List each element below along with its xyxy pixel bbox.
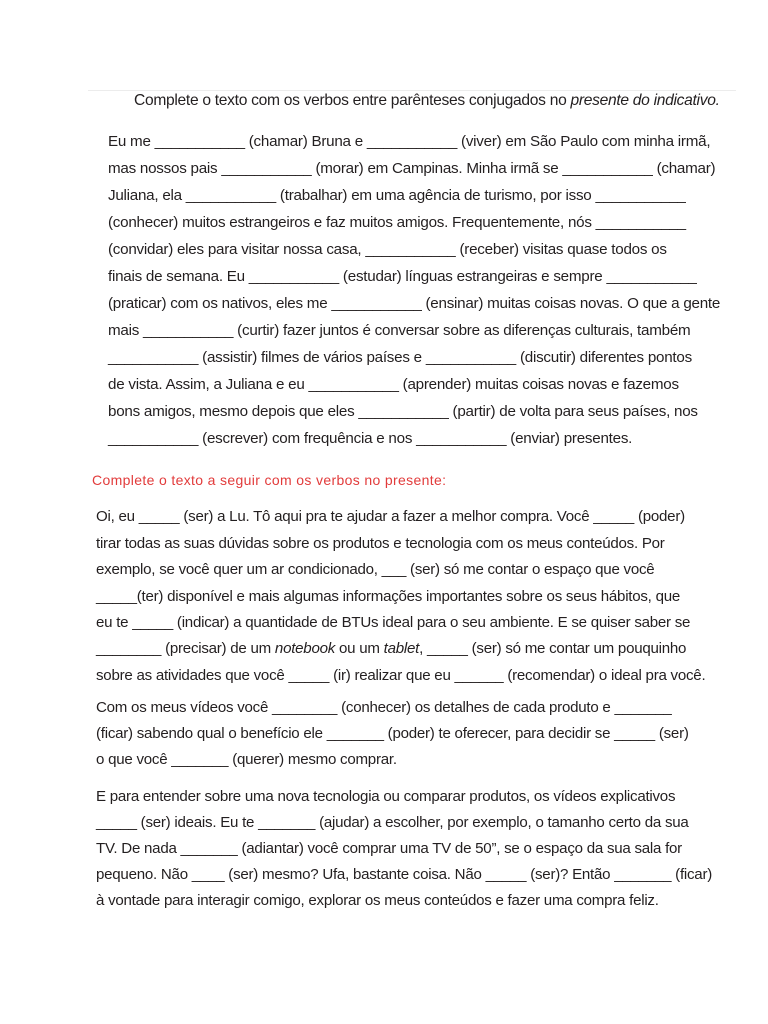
text-line: E para entender sobre uma nova tecnologia ou comparar produtos, os vídeos explicativos xyxy=(96,788,676,805)
exercise-1-instruction xyxy=(134,92,720,110)
text-line: Com os meus vídeos você ________ (conhecer) os detalhes de cada produto e _______ xyxy=(96,699,672,716)
text-line: TV. De nada _______ (adiantar) você comprar uma TV de 50”, se o espaço da sua sala for xyxy=(96,840,682,857)
text-line: eu te _____ (indicar) a quantidade de BTUs ideal para o seu ambiente. E se quiser saber se xyxy=(96,614,691,631)
text-line: o que você _______ (querer) mesmo comprar. xyxy=(96,751,397,768)
text-line: mais ___________ (curtir) fazer juntos é conversar sobre as diferenças culturais, também xyxy=(108,322,691,339)
exercise-2-instruction: Complete o texto a seguir com os verbos no presente: xyxy=(92,472,447,488)
text-line: mas nossos pais ___________ (morar) em Campinas. Minha irmã se ___________ (chamar) xyxy=(108,160,716,177)
text-span: ________ (precisar) de um xyxy=(96,640,275,657)
text-span: , _____ (ser) só me contar um pouquinho xyxy=(419,640,687,657)
text-line: _____ (ser) ideais. Eu te _______ (ajudar) a escolher, por exemplo, o tamanho certo da sua xyxy=(96,814,689,831)
instruction-plain: Complete o texto com os verbos entre parênteses conjugados no xyxy=(134,92,571,109)
instruction-italic: presente do indicativo. xyxy=(570,92,720,109)
text-line: ___________ (escrever) com frequência e nos ___________ (enviar) presentes. xyxy=(108,430,633,447)
italic-word: notebook xyxy=(274,640,336,657)
text-line: (conhecer) muitos estrangeiros e faz muitos amigos. Frequentemente, nós ___________ xyxy=(108,214,686,231)
text-line: ___________ (assistir) filmes de vários países e ___________ (discutir) diferentes pontos xyxy=(108,349,692,366)
text-span: ou um xyxy=(335,640,384,657)
text-line: sobre as atividades que você _____ (ir) realizar que eu ______ (recomendar) o ideal pra você. xyxy=(96,667,706,684)
divider xyxy=(88,90,736,91)
text-line: finais de semana. Eu ___________ (estudar) línguas estrangeiras e sempre ___________ xyxy=(108,268,697,285)
text-line: à vontade para interagir comigo, explorar os meus conteúdos e fazer uma compra feliz. xyxy=(96,892,659,909)
text-line: Eu me ___________ (chamar) Bruna e ___________ (viver) em São Paulo com minha irmã, xyxy=(108,133,711,150)
italic-word: tablet xyxy=(383,640,420,657)
text-line: bons amigos, mesmo depois que eles ___________ (partir) de volta para seus países, nos xyxy=(108,403,698,420)
text-line: tirar todas as suas dúvidas sobre os produtos e tecnologia com os meus conteúdos. Por xyxy=(96,535,665,552)
text-line: (convidar) eles para visitar nossa casa, ___________ (receber) visitas quase todos os xyxy=(108,241,667,258)
text-line: Juliana, ela ___________ (trabalhar) em uma agência de turismo, por isso ___________ xyxy=(108,187,686,204)
text-line: _____(ter) disponível e mais algumas informações importantes sobre os seus hábitos, que xyxy=(96,588,680,605)
text-line: de vista. Assim, a Juliana e eu ___________ (aprender) muitas coisas novas e fazemos xyxy=(108,376,679,393)
text-line: exemplo, se você quer um ar condicionado, ___ (ser) só me contar o espaço que você xyxy=(96,561,655,578)
text-line xyxy=(96,639,686,659)
text-line: (praticar) com os nativos, eles me ___________ (ensinar) muitas coisas novas. O que a gente xyxy=(108,295,721,312)
text-line: pequeno. Não ____ (ser) mesmo? Ufa, bastante coisa. Não _____ (ser)? Então _______ (ficar) xyxy=(96,866,712,883)
text-line: (ficar) sabendo qual o benefício ele _______ (poder) te oferecer, para decidir se _____ (ser) xyxy=(96,725,689,742)
text-line: Oi, eu _____ (ser) a Lu. Tô aqui pra te ajudar a fazer a melhor compra. Você _____ (poder) xyxy=(96,508,685,525)
